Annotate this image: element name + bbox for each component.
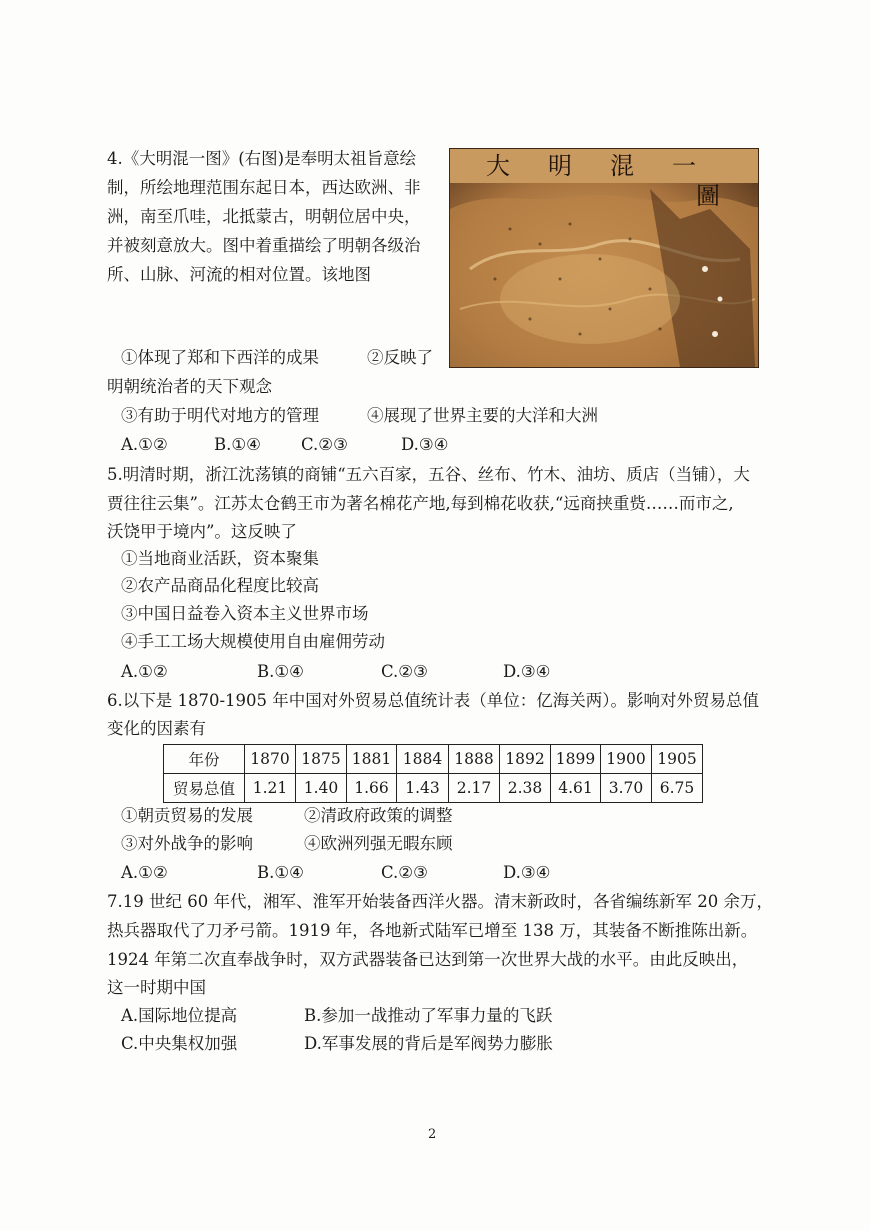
year-cell: 1884	[397, 745, 449, 774]
q6-stem-line-1: 6.以下是 1870-1905 年中国对外贸易总值统计表（单位：亿海关两）。影响对外贸易总值	[107, 691, 760, 710]
value-cell: 1.66	[347, 774, 397, 803]
q5-option-a[interactable]: A.①②	[121, 662, 168, 681]
map-title-text: 大明混一圖	[486, 152, 758, 210]
q6-statement-4: ④欧洲列强无暇东顾	[304, 834, 453, 853]
q7-stem-line-3: 1924 年第二次直奉战争时，双方武器装备已达到第一次世界大战的水平。由此反映出，	[107, 950, 749, 969]
value-cell: 1.40	[296, 774, 347, 803]
q6-option-c[interactable]: C.②③	[381, 863, 428, 882]
table-row-years	[164, 745, 703, 774]
q4-option-a[interactable]: A.①②	[121, 435, 168, 454]
q4-statement-2b: 明朝统治者的天下观念	[107, 377, 272, 396]
value-cell: 1.21	[245, 774, 296, 803]
q5-stem-line-3: 沃饶甲于境内”。这反映了	[107, 522, 297, 541]
q6-option-b[interactable]: B.①④	[257, 863, 304, 882]
q4-stem-line-5: 所、山脉、河流的相对位置。该地图	[107, 265, 371, 284]
page-number: 2	[428, 1127, 437, 1142]
q4-option-c[interactable]: C.②③	[301, 435, 348, 454]
year-cell: 1905	[652, 745, 703, 774]
q5-option-d[interactable]: D.③④	[503, 662, 551, 681]
q5-stem-line-1: 5.明清时期，浙江沈荡镇的商铺“五六百家，五谷、丝布、竹木、油坊、质店（当铺），大	[107, 465, 750, 484]
year-cell: 1881	[347, 745, 397, 774]
value-cell: 3.70	[601, 774, 652, 803]
q4-statement-4: ④展现了世界主要的大洋和大洲	[367, 406, 598, 425]
year-cell: 1899	[551, 745, 601, 774]
q4-option-d[interactable]: D.③④	[401, 435, 449, 454]
value-cell: 4.61	[551, 774, 601, 803]
row-label-year: 年份	[164, 745, 245, 774]
q7-stem-line-4: 这一时期中国	[107, 978, 206, 997]
q4-statement-3: ③有助于明代对地方的管理	[121, 406, 319, 425]
q7-stem-line-1: 7.19 世纪 60 年代，湘军、淮军开始装备西洋火器。清末新政时，各省编练新军 20 余万，	[107, 892, 773, 911]
row-label-value: 贸易总值	[164, 774, 245, 803]
q7-option-d[interactable]: D.军事发展的背后是军阀势力膨胀	[304, 1034, 553, 1053]
q6-option-d[interactable]: D.③④	[503, 863, 551, 882]
table-row-values	[164, 774, 703, 803]
q4-statement-1: ①体现了郑和下西洋的成果	[121, 348, 319, 367]
year-cell: 1875	[296, 745, 347, 774]
q4-stem-line-1: 4.《大明混一图》(右图)是奉明太祖旨意绘	[107, 149, 417, 168]
q5-statement-3: ③中国日益卷入资本主义世界市场	[121, 604, 369, 623]
q4-stem-line-2: 制，所绘地理范围东起日本，西达欧洲、非	[107, 178, 421, 197]
q5-option-b[interactable]: B.①④	[257, 662, 304, 681]
da-ming-hunyi-map-image	[449, 148, 759, 368]
q4-statement-2a: ②反映了	[367, 348, 433, 367]
value-cell: 2.38	[500, 774, 551, 803]
value-cell: 2.17	[449, 774, 500, 803]
q7-option-a[interactable]: A.国际地位提高	[121, 1006, 238, 1025]
q5-option-c[interactable]: C.②③	[381, 662, 428, 681]
year-cell: 1870	[245, 745, 296, 774]
q5-statement-4: ④手工工场大规模使用自由雇佣劳动	[121, 632, 385, 651]
q4-option-b[interactable]: B.①④	[214, 435, 261, 454]
q4-stem-line-4: 并被刻意放大。图中着重描绘了明朝各级治	[107, 236, 421, 255]
q6-statement-3: ③对外战争的影响	[121, 834, 253, 853]
value-cell: 6.75	[652, 774, 703, 803]
q7-stem-line-2: 热兵器取代了刀矛弓箭。1919 年，各地新式陆军已增至 138 万，其装备不断推陈出新。	[107, 921, 758, 940]
q7-option-c[interactable]: C.中央集权加强	[121, 1034, 238, 1053]
q6-statement-1: ①朝贡贸易的发展	[121, 806, 253, 825]
q6-option-a[interactable]: A.①②	[121, 863, 168, 882]
trade-value-table	[163, 744, 703, 803]
q4-stem-line-3: 洲，南至爪哇，北抵蒙古，明朝位居中央，	[107, 207, 421, 226]
q7-option-b[interactable]: B.参加一战推动了军事力量的飞跃	[304, 1006, 553, 1025]
q6-stem-line-2: 变化的因素有	[107, 719, 206, 738]
value-cell: 1.43	[397, 774, 449, 803]
q5-statement-2: ②农产品商品化程度比较高	[121, 576, 319, 595]
year-cell: 1892	[500, 745, 551, 774]
q5-statement-1: ①当地商业活跃，资本聚集	[121, 549, 319, 568]
year-cell: 1888	[449, 745, 500, 774]
q5-stem-line-2: 贾往往云集”。江苏太仓鹤王市为著名棉花产地,每到棉花收获,“远商挟重赀……而市之,	[107, 494, 734, 513]
year-cell: 1900	[601, 745, 652, 774]
q6-statement-2: ②清政府政策的调整	[304, 806, 453, 825]
